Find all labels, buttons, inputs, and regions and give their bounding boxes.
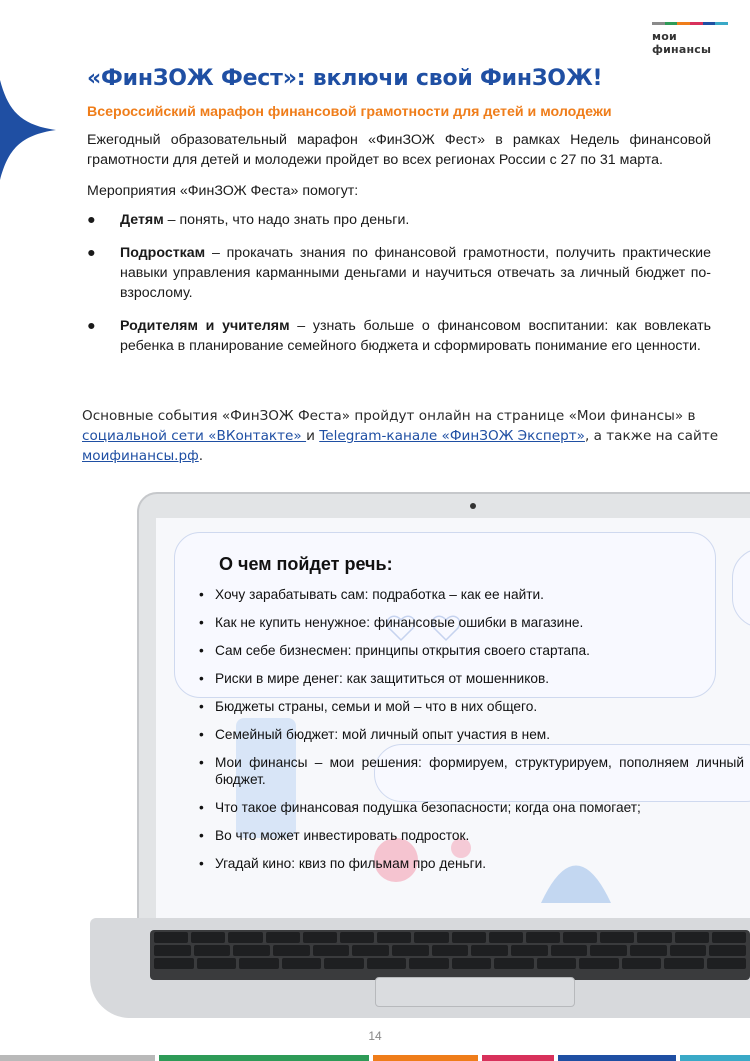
audience-description: – узнать больше о финансовом воспитании: как вовлекать ребенка в планирование семейного бюджета и сформировать понимание его ценности. [120, 318, 711, 354]
list-item: • Хочу зарабатывать сам: подработка – как ее найти. [199, 586, 744, 603]
list-item: • Мои финансы – мои решения: формируем, структурируем, пополняем личный бюджет. [199, 754, 744, 788]
logo [652, 22, 728, 56]
events-paragraph [82, 406, 742, 466]
website-link[interactable]: моифинансы.рф [82, 448, 199, 464]
bullet-dot: ● [87, 212, 96, 228]
list-item: • Риски в мире денег: как защититься от мошенников. [199, 670, 744, 687]
bullet-dot: ● [87, 318, 96, 334]
intro-paragraph: Ежегодный образовательный марафон «ФинЗОЖ Фест» в рамках Недель финансовой грамотности для детей и молодежи пройдет во всех регионах России с 27 по 31 марта. [87, 132, 711, 168]
laptop-camera [470, 503, 476, 509]
events-text: Основные события «ФинЗОЖ Феста» пройдут онлайн на странице «Мои финансы» в [82, 408, 696, 424]
intro-lead: Мероприятия «ФинЗОЖ Феста» помогут: [87, 183, 359, 199]
events-text: , а также на сайте [584, 428, 719, 444]
audience-description: – прокачать знания по финансовой грамотности, получить практические навыки управления карманными деньгами и научиться отвечать за личный бюджет по-взрослому. [120, 245, 711, 301]
list-item: • Бюджеты страны, семьи и мой – что в них общего. [199, 698, 744, 715]
telegram-link[interactable]: Telegram-канале «ФинЗОЖ Эксперт» [319, 428, 585, 444]
bottom-color-bar [0, 1055, 750, 1061]
list-item: • Что такое финансовая подушка безопасности; когда она помогает; [199, 799, 744, 816]
page-number: 14 [368, 1029, 382, 1043]
logo-text: мои финансы [652, 30, 712, 56]
list-item: • Сам себе бизнесмен: принципы открытия своего стартапа. [199, 642, 744, 659]
list-item: • Как не купить ненужное: финансовые ошибки в магазине. [199, 614, 744, 631]
bullet-dot: ● [87, 245, 96, 261]
list-item: • Угадай кино: квиз по фильмам про деньги. [199, 855, 744, 872]
screen-title: О чем пойдет речь: [219, 554, 393, 574]
list-item: • Семейный бюджет: мой личный опыт участия в нем. [199, 726, 744, 743]
audience-label: Детям [120, 212, 164, 228]
decorative-star-shape [0, 80, 60, 180]
page-title: «ФинЗОЖ Фест»: включи свой ФинЗОЖ! [87, 66, 603, 91]
events-text: . [198, 448, 204, 464]
laptop-keyboard [150, 930, 750, 980]
page-subtitle: Всероссийский марафон финансовой грамотности для детей и молодежи [87, 104, 612, 120]
laptop-trackpad [375, 977, 575, 1007]
list-item: • Во что может инвестировать подросток. [199, 827, 744, 844]
vk-link[interactable]: социальной сети «ВКонтакте» [82, 428, 307, 444]
list-item [87, 243, 711, 303]
audience-label: Родителям и учителям [120, 318, 290, 334]
laptop-screen [156, 518, 750, 918]
events-text: и [306, 428, 320, 444]
logo-color-bars [652, 22, 728, 25]
topics-list [199, 586, 744, 883]
list-item [87, 210, 711, 230]
list-item [87, 316, 711, 356]
audience-list [87, 210, 711, 356]
audience-description: – понять, что надо знать про деньги. [163, 212, 410, 228]
audience-label: Подросткам [120, 245, 206, 261]
laptop-illustration [0, 490, 750, 1020]
